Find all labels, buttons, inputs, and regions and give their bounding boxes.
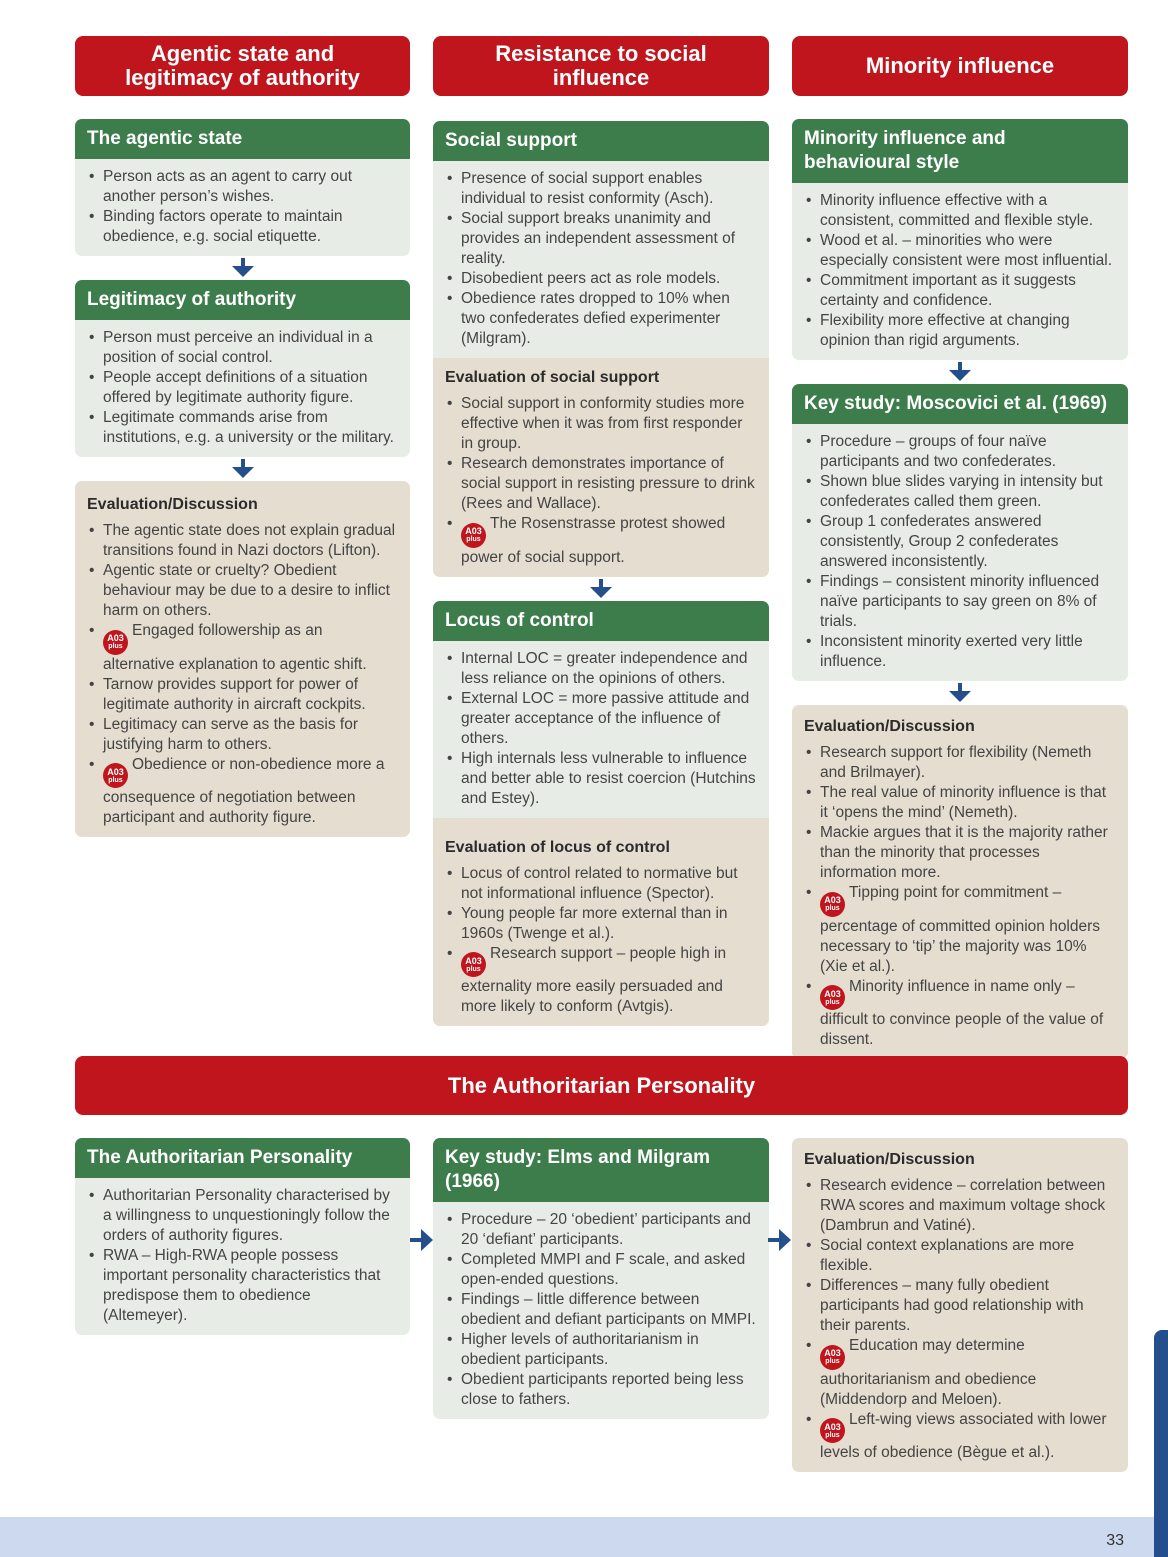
bullet-list xyxy=(445,649,757,809)
column-agentic xyxy=(75,119,410,837)
bullet-list xyxy=(804,743,1116,1050)
down-arrow-icon xyxy=(75,256,410,280)
list-item: • A03 plus Research support – people high in externality more easily persuaded and more likely to conform (Avtgis). xyxy=(445,944,757,1018)
right-arrow-icon xyxy=(410,1229,434,1251)
list-item: • Research demonstrates importance of social support in resisting pressure to drink (Rees and Wallace). xyxy=(445,454,757,514)
list-item: • Research evidence – correlation between RWA scores and maximum voltage shock (Dambrun and Vatiné). xyxy=(804,1176,1116,1236)
list-item: • Binding factors operate to maintain obedience, e.g. social etiquette. xyxy=(87,207,398,247)
list-item: • Procedure – 20 ‘obedient’ participants and 20 ‘defiant’ participants. xyxy=(445,1210,757,1250)
a03-plus-badge-icon: • A03 plus xyxy=(820,1418,845,1443)
column-authoritarian-3 xyxy=(792,1138,1128,1472)
list-item: • Wood et al. – minorities who were especially consistent were most influential. xyxy=(804,231,1116,271)
list-item: • Shown blue slides varying in intensity but confederates called them green. xyxy=(804,472,1116,512)
list-item: • Person must perceive an individual in a position of social control. xyxy=(87,328,398,368)
list-item: • Internal LOC = greater independence and less reliance on the opinions of others. xyxy=(445,649,757,689)
bullet-list xyxy=(87,328,398,448)
list-item: • Authoritarian Personality characterised by a willingness to unquestioningly follow the orders of authority figures. xyxy=(87,1186,398,1246)
list-item: • Obedient participants reported being less close to fathers. xyxy=(445,1370,757,1410)
column-minority xyxy=(792,119,1128,1059)
list-item: • People accept definitions of a situation offered by legitimate authority figure. xyxy=(87,368,398,408)
box-title: Locus of control xyxy=(433,601,769,641)
a03-plus-badge-icon: • A03 plus xyxy=(820,985,845,1010)
column-authoritarian-1 xyxy=(75,1138,410,1335)
box-social-support xyxy=(433,121,769,577)
column-resistance xyxy=(433,121,769,1026)
evaluation-locus-of-control xyxy=(433,818,769,1027)
list-item: • A03 plus Left-wing views associated with lower levels of obedience (Bègue et al.). xyxy=(804,1410,1116,1464)
banner-title: The Authoritarian Personality xyxy=(447,1072,756,1098)
bullet-list xyxy=(445,1210,757,1410)
box-locus-of-control xyxy=(433,601,769,1027)
list-item: • Social support breaks unanimity and provides an independent assessment of reality. xyxy=(445,209,757,269)
banner-minority-influence xyxy=(792,36,1128,96)
banner-title: Agentic state and legitimacy of authority xyxy=(125,41,360,90)
list-item: • Agentic state or cruelty? Obedient behaviour may be due to a desire to inflict harm on others. xyxy=(87,561,398,621)
box-title: Minority influence and behavioural style xyxy=(792,119,1128,183)
box-evaluation-authoritarian xyxy=(792,1138,1128,1472)
list-item: • A03 plus The Rosenstrasse protest showed power of social support. xyxy=(445,514,757,568)
box-authoritarian-personality xyxy=(75,1138,410,1335)
banner-title: Resistance to social influence xyxy=(495,41,707,90)
list-item: • Young people far more external than in 1960s (Twenge et al.). xyxy=(445,904,757,944)
list-item: • Social support in conformity studies more effective when it was from first responder in group. xyxy=(445,394,757,454)
box-legitimacy xyxy=(75,280,410,457)
box-title: The Authoritarian Personality xyxy=(75,1138,410,1178)
list-item: • Findings – little difference between obedient and defiant participants on MMPI. xyxy=(445,1290,757,1330)
list-item: • A03 plus Engaged followership as an alternative explanation to agentic shift. xyxy=(87,621,398,675)
box-title: The agentic state xyxy=(75,119,410,159)
list-item: • The agentic state does not explain gradual transitions found in Nazi doctors (Lifton). xyxy=(87,521,398,561)
list-item: • Group 1 confederates answered consistently, Group 2 confederates answered inconsistently. xyxy=(804,512,1116,572)
bullet-list xyxy=(87,521,398,828)
bullet-list xyxy=(804,1176,1116,1463)
list-item: • The real value of minority influence is that it ‘opens the mind’ (Nemeth). xyxy=(804,783,1116,823)
evaluation-social-support xyxy=(433,358,769,577)
column-authoritarian-2 xyxy=(433,1138,769,1419)
eval-title: Evaluation/Discussion xyxy=(87,496,258,513)
box-moscovici xyxy=(792,384,1128,681)
list-item: • Procedure – groups of four naïve participants and two confederates. xyxy=(804,432,1116,472)
eval-title: Evaluation of social support xyxy=(445,369,660,386)
down-arrow-icon xyxy=(433,577,769,601)
list-item: • High internals less vulnerable to influence and better able to resist coercion (Hutchins and Estey). xyxy=(445,749,757,809)
bullet-list xyxy=(445,394,757,568)
list-item: • Locus of control related to normative but not informational influence (Spector). xyxy=(445,864,757,904)
a03-plus-badge-icon: • A03 plus xyxy=(820,1345,845,1370)
list-item: • Presence of social support enables individual to resist conformity (Asch). xyxy=(445,169,757,209)
box-title: Legitimacy of authority xyxy=(75,280,410,320)
list-item: • Social context explanations are more flexible. xyxy=(804,1236,1116,1276)
banner-resistance xyxy=(433,36,769,96)
box-title: Key study: Moscovici et al. (1969) xyxy=(792,384,1128,424)
list-item: • RWA – High-RWA people possess important personality characteristics that predispose them to obedience (Altemeyer). xyxy=(87,1246,398,1326)
list-item: • A03 plus Tipping point for commitment – percentage of committed opinion holders necessary to ‘tip’ the majority was 10% (Xie et al.). xyxy=(804,883,1116,977)
page-number: 33 xyxy=(1106,1532,1124,1549)
list-item: • Higher levels of authoritarianism in obedient participants. xyxy=(445,1330,757,1370)
list-item: • Research support for flexibility (Nemeth and Brilmayer). xyxy=(804,743,1116,783)
box-elms-milgram xyxy=(433,1138,769,1419)
box-agentic-state xyxy=(75,119,410,256)
side-tab xyxy=(1154,1330,1168,1557)
list-item: • Legitimate commands arise from institutions, e.g. a university or the military. xyxy=(87,408,398,448)
box-evaluation-minority xyxy=(792,705,1128,1059)
list-item: • Disobedient peers act as role models. xyxy=(445,269,757,289)
a03-plus-badge-icon: • A03 plus xyxy=(820,892,845,917)
a03-plus-badge-icon: • A03 plus xyxy=(461,523,486,548)
list-item: • A03 plus Education may determine authoritarianism and obedience (Middendorp and Meloen). xyxy=(804,1336,1116,1410)
list-item: • Obedience rates dropped to 10% when two confederates defied experimenter (Milgram). xyxy=(445,289,757,349)
a03-plus-badge-icon: • A03 plus xyxy=(103,763,128,788)
box-evaluation-agentic xyxy=(75,481,410,837)
list-item: • External LOC = more passive attitude and greater acceptance of the influence of others. xyxy=(445,689,757,749)
list-item: • Inconsistent minority exerted very little influence. xyxy=(804,632,1116,672)
page-footer xyxy=(0,1517,1168,1557)
box-title: Social support xyxy=(433,121,769,161)
bullet-list xyxy=(87,1186,398,1326)
list-item: • A03 plus Minority influence in name only – difficult to convince people of the value of dissent. xyxy=(804,977,1116,1051)
list-item: • Minority influence effective with a consistent, committed and flexible style. xyxy=(804,191,1116,231)
list-item: • Tarnow provides support for power of legitimate authority in aircraft cockpits. xyxy=(87,675,398,715)
banner-authoritarian-personality xyxy=(75,1056,1128,1115)
list-item: • Mackie argues that it is the majority rather than the minority that processes information more. xyxy=(804,823,1116,883)
down-arrow-icon xyxy=(792,360,1128,384)
down-arrow-icon xyxy=(75,457,410,481)
down-arrow-icon xyxy=(792,681,1128,705)
bullet-list xyxy=(445,169,757,349)
eval-title: Evaluation/Discussion xyxy=(804,718,975,735)
list-item: • Commitment important as it suggests certainty and confidence. xyxy=(804,271,1116,311)
bullet-list xyxy=(804,432,1116,672)
box-title: Key study: Elms and Milgram (1966) xyxy=(433,1138,769,1202)
right-arrow-icon xyxy=(768,1229,792,1251)
list-item: • Completed MMPI and F scale, and asked open-ended questions. xyxy=(445,1250,757,1290)
eval-title: Evaluation/Discussion xyxy=(804,1151,975,1168)
bullet-list xyxy=(445,864,757,1018)
list-item: • Flexibility more effective at changing opinion than rigid arguments. xyxy=(804,311,1116,351)
banner-title: Minority influence xyxy=(865,53,1055,78)
list-item: • Findings – consistent minority influenced naïve participants to say green on 8% of trials. xyxy=(804,572,1116,632)
eval-title: Evaluation of locus of control xyxy=(445,838,670,856)
bullet-list xyxy=(804,191,1116,351)
box-behavioural-style xyxy=(792,119,1128,360)
banner-agentic-state xyxy=(75,36,410,96)
list-item: • Differences – many fully obedient participants had good relationship with their parents. xyxy=(804,1276,1116,1336)
a03-plus-badge-icon: • A03 plus xyxy=(103,630,128,655)
bullet-list xyxy=(87,167,398,247)
list-item: • A03 plus Obedience or non-obedience more a consequence of negotiation between participant and authority figure. xyxy=(87,755,398,829)
list-item: • Person acts as an agent to carry out another person’s wishes. xyxy=(87,167,398,207)
a03-plus-badge-icon: • A03 plus xyxy=(461,952,486,977)
list-item: • Legitimacy can serve as the basis for justifying harm to others. xyxy=(87,715,398,755)
